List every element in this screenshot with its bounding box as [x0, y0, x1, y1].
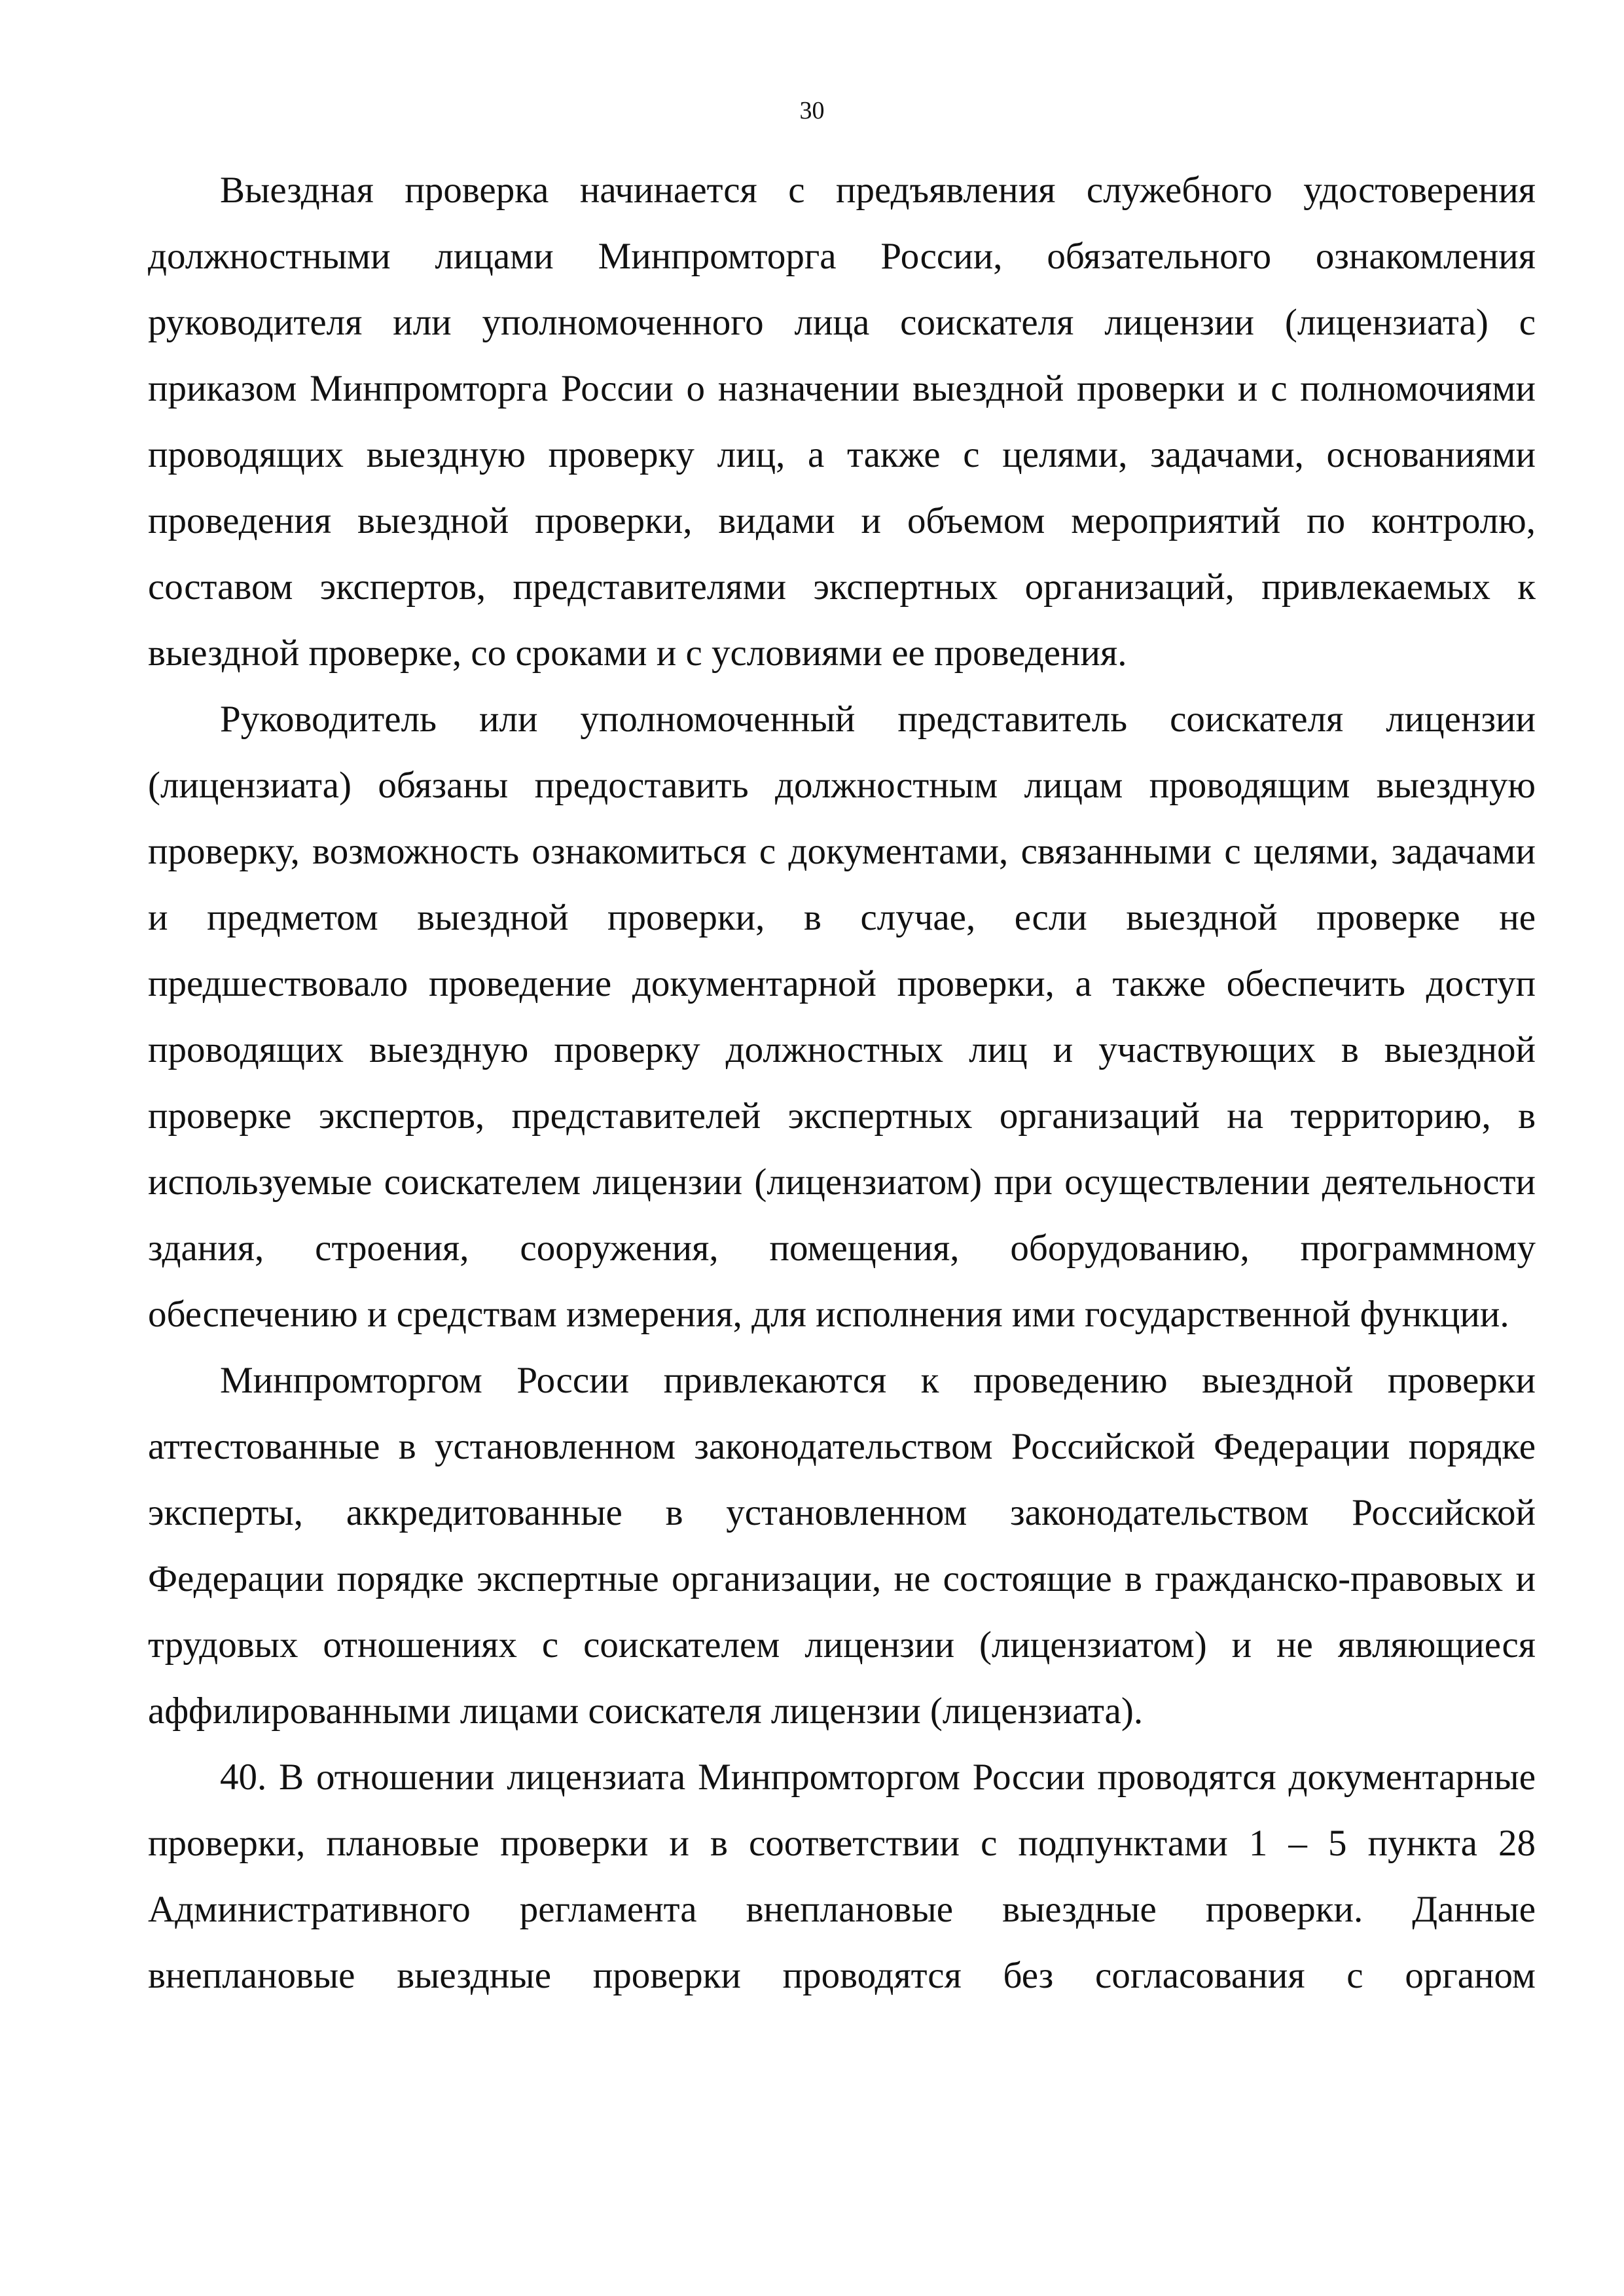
paragraph-licensee-obligations: Руководитель или уполномоченный представитель соискателя лицензии (лицензиата) обязаны предоставить должностным лицам проводящим выездную проверку, возможность ознакомиться с документами, связанными с целями, задачами и предметом выездной проверки, в случае, если выездной проверке не предшествовало проведение документарной проверки, а также обеспечить доступ проводящих выездную проверку должностных лиц и участвующих в выездной проверке экспертов, представителей экспертных организаций на территорию, в используемые соискателем лицензии (лицензиатом) при осуществлении деятельности здания, строения, сооружения, помещения, оборудованию, программному обеспечению и средствам измерения, для исполнения ими государственной функции. — [148, 699, 1536, 1335]
document-body — [148, 157, 1536, 2009]
paragraph-onsite-inspection-start: Выездная проверка начинается с предъявления служебного удостоверения должностными лицами Минпромторга России, обязательного ознакомления руководителя или уполномоченного лица соискателя лицензии (лицензиата) с приказом Минпромторга России о назначении выездной проверки и с полномочиями проводящих выездную проверку лиц, а также с целями, задачами, основаниями проведения выездной проверки, видами и объемом мероприятий по контролю, составом экспертов, представителями экспертных организаций, привлекаемых к выездной проверке, со сроками и с условиями ее проведения. — [148, 170, 1536, 674]
paragraph-item-40: 40. В отношении лицензиата Минпромторгом России проводятся документарные проверки, плановые проверки и в соответствии с подпунктами 1 – 5 пункта 28 Административного регламента внеплановые выездные проверки. Данные внеплановые выездные проверки проводятся без согласования с органом — [148, 1757, 1536, 1996]
page-number: 30 — [799, 97, 825, 124]
paragraph-experts-involvement: Минпромторгом России привлекаются к проведению выездной проверки аттестованные в установленном законодательством Российской Федерации порядке эксперты, аккредитованные в установленном законодательством Российской Федерации порядке экспертные организации, не состоящие в гражданско-правовых и трудовых отношениях с соискателем лицензии (лицензиатом) и не являющиеся аффилированными лицами соискателя лицензии (лицензиата). — [148, 1360, 1536, 1732]
